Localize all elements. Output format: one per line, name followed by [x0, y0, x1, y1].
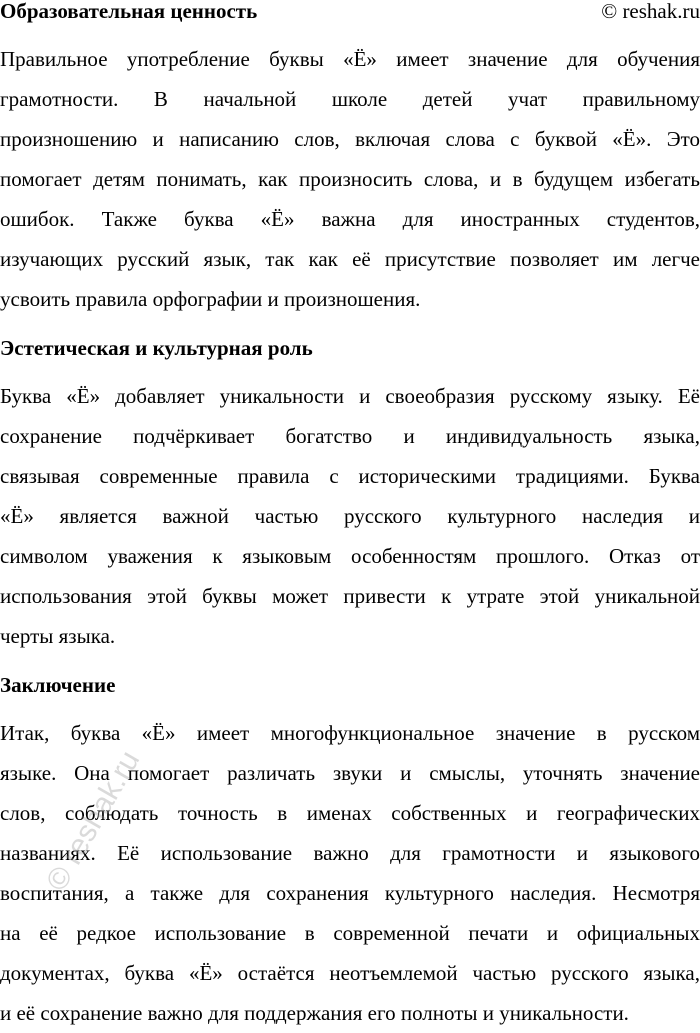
- heading-conclusion: Заключение: [0, 673, 116, 697]
- text-line: Буква «Ё» добавляет уникальности и своеобразия русскому языку. Её: [0, 384, 700, 408]
- paragraph-aesthetic-role: [0, 376, 700, 656]
- heading-educational-value: Образовательная ценность: [0, 0, 258, 23]
- watermark: © reshak.ru: [40, 745, 147, 897]
- section-heading: [0, 0, 700, 31]
- text-line: слов, соблюдать точность в именах собственных и географических: [0, 801, 700, 825]
- heading-aesthetic-role: Эстетическая и культурная роль: [0, 336, 313, 360]
- paragraph-educational-value: [0, 39, 700, 319]
- text-line: грамотности. В начальной школе детей учат правильному: [0, 87, 700, 111]
- text-line: языке. Она помогает различать звуки и смыслы, уточнять значение: [0, 761, 700, 785]
- text-line: Правильное употребление буквы «Ё» имеет значение для обучения: [0, 47, 700, 71]
- text-line: воспитания, а также для сохранения культурного наследия. Несмотря: [0, 881, 700, 905]
- text-line: символом уважения к языковым особенностям прошлого. Отказ от: [0, 544, 700, 568]
- text-line: произношению и написанию слов, включая слова с буквой «Ё». Это: [0, 127, 700, 151]
- text-line: названиях. Её использование важно для грамотности и языкового: [0, 841, 700, 865]
- text-line: на её редкое использование в современной печати и официальных: [0, 921, 700, 945]
- section-heading: [0, 665, 700, 705]
- text-line: черты языка.: [0, 624, 116, 648]
- text-line: усвоить правила орфографии и произношения.: [0, 287, 421, 311]
- text-line: Итак, буква «Ё» имеет многофункциональное значение в русском: [0, 721, 700, 745]
- text-line: ошибок. Также буква «Ё» важна для иностранных студентов,: [0, 207, 700, 231]
- text-line: «Ё» является важной частью русского культурного наследия и: [0, 504, 700, 528]
- text-line: связывая современные правила с историческими традициями. Буква: [0, 464, 700, 488]
- site-credit: © reshak.ru: [601, 0, 700, 23]
- paragraph-conclusion: [0, 713, 700, 1033]
- section-heading: [0, 328, 700, 368]
- text-line: сохранение подчёркивает богатство и индивидуальность языка,: [0, 424, 700, 448]
- text-line: документах, буква «Ё» остаётся неотъемлемой частью русского языка,: [0, 961, 700, 985]
- text-line: и её сохранение важно для поддержания его полноты и уникальности.: [0, 1001, 629, 1025]
- text-line: использования этой буквы может привести к утрате этой уникальной: [0, 584, 700, 608]
- text-line: изучающих русский язык, так как её присутствие позволяет им легче: [0, 247, 700, 271]
- text-line: помогает детям понимать, как произносить слова, и в будущем избегать: [0, 167, 700, 191]
